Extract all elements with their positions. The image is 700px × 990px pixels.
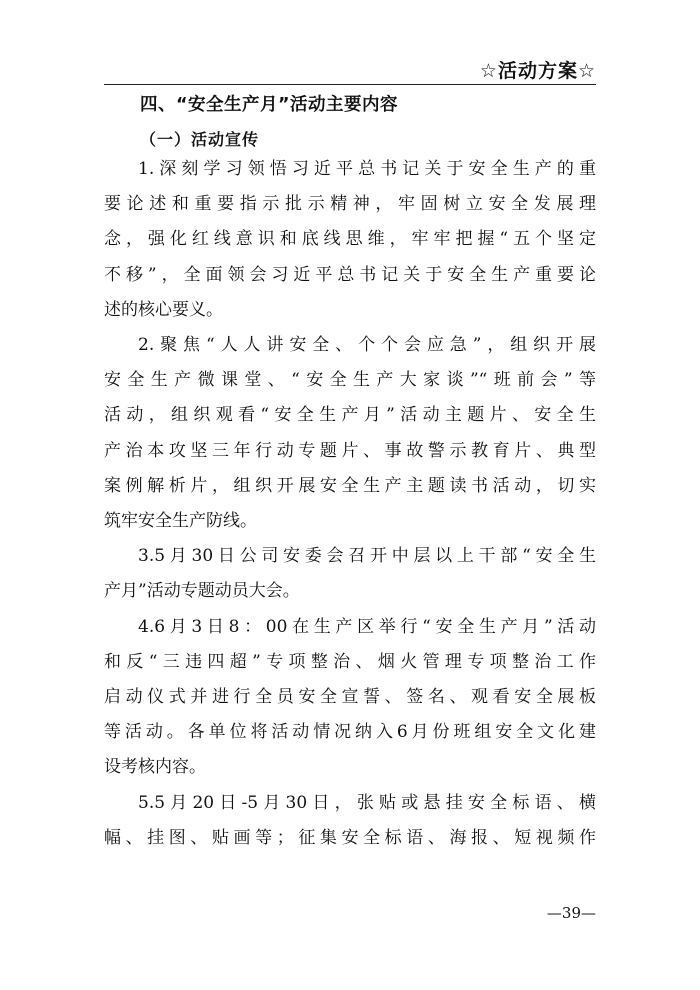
paragraph-line: 述的核心要义。 [104,299,223,320]
paragraph-line: 安全生产微课堂、“安全生产大家谈”“班前会”等 [104,370,596,391]
paragraph-line: 3.5月30日公司安委会召开中层以上干部“安全生 [138,546,596,567]
paragraph-line: 不移”，全面领会习近平总书记关于安全生产重要论 [104,264,596,285]
paragraph-line: 启动仪式并进行全员安全宣誓、签名、观看安全展板 [104,687,596,708]
paragraph [104,786,596,856]
paragraph-line: 2.聚焦“人人讲安全、个个会应急”，组织开展 [138,335,596,356]
paragraph-line: 幅、挂图、贴画等；征集安全标语、海报、短视频作 [104,827,596,848]
page-number: —39— [546,904,596,922]
paragraph-line: 1.深刻学习领悟习近平总书记关于安全生产的重 [138,159,596,179]
body-text [104,152,596,856]
paragraph-line: 5.5月20日-5月30日，张贴或悬挂安全标语、横 [138,792,596,813]
paragraph-line: 设考核内容。 [104,757,206,778]
paragraph-line: 和反“三违四超”专项整治、烟火管理专项整治工作 [104,651,596,672]
paragraph-line: 产月”活动专题动员大会。 [104,581,300,602]
paragraph [104,539,596,609]
paragraph-line: 要论述和重要指示批示精神，牢固树立安全发展理 [104,194,596,215]
subsection-heading: （一）活动宣传 [140,130,260,149]
header-title: ☆活动方案☆ [479,60,596,82]
paragraph-line: 产治本攻坚三年行动专题片、事故警示教育片、典型 [104,440,596,461]
paragraph-line: 活动，组织观看“安全生产月”活动主题片、安全生 [104,405,596,426]
paragraph [104,610,596,786]
paragraph-line: 等活动。各单位将活动情况纳入6月份班组安全文化建 [104,722,596,743]
paragraph [104,152,596,328]
paragraph-line: 筑牢安全生产防线。 [104,511,257,532]
paragraph [104,328,596,539]
header-rule [104,84,596,85]
paragraph-line: 案例解析片，组织开展安全生产主题读书活动，切实 [104,475,596,496]
paragraph-line: 4.6月3日8：00在生产区举行“安全生产月”活动 [138,616,596,637]
paragraph-line: 念，强化红线意识和底线思维，牢牢把握“五个坚定 [104,229,596,250]
section-heading: 四、“安全生产月”活动主要内容 [140,95,399,115]
